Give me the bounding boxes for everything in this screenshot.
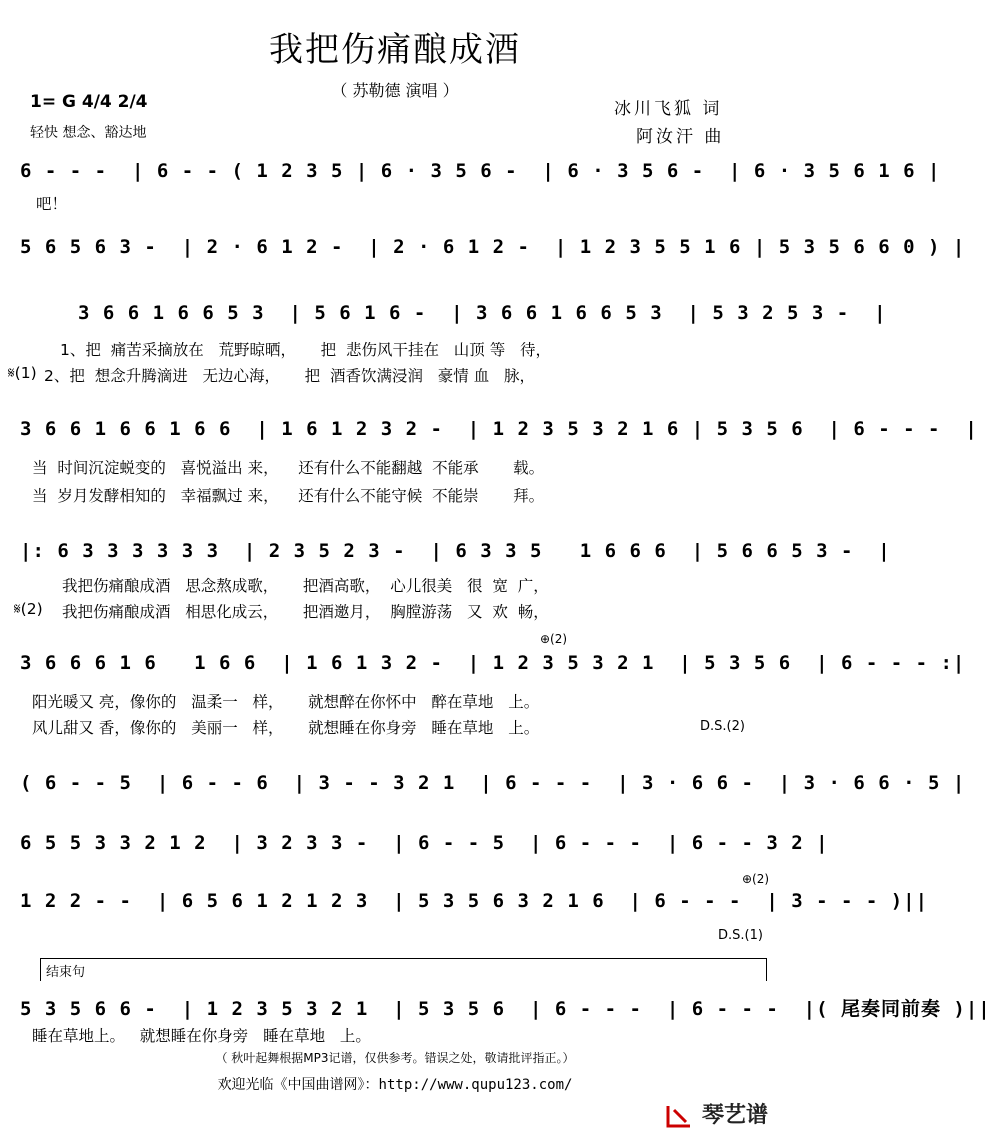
welcome-link: 欢迎光临《中国曲谱网》：http://www.qupu123.com/	[217, 1077, 573, 1093]
lyric-line: 我把伤痛酿成酒 相思化成云， 把酒邀月， 胸膛游荡 又 欢 畅，	[62, 603, 549, 621]
coda-mark: ⊕(2)	[742, 872, 770, 886]
lyric-line: 吧！	[36, 195, 68, 213]
page-title: 我把伤痛酿成酒	[269, 30, 521, 70]
lyric-line: 2、把 想念升腾滴进 无边心海， 把 酒香饮满浸润 豪情 血 脉，	[44, 367, 535, 385]
ending-bracket	[40, 958, 767, 981]
segno-mark: 𝄋(2)	[14, 600, 43, 618]
key-signature: 1= G 4/4 2/4	[30, 92, 148, 112]
score-row-4: 3 6 6 1 6 6 1 6 6 | 1 6 1 2 3 2 - | 1 2 3 5 3 2 1 6 | 5 3 5 6 | 6 - - - |	[20, 418, 978, 440]
score-row-8: 6 5 5 3 3 2 1 2 | 3 2 3 3 - | 6 - - 5 | 6 - - - | 6 - - 3 2 |	[20, 832, 829, 854]
score-row-10: 5 3 5 6 6 - | 1 2 3 5 3 2 1 | 5 3 5 6 | 6 - - - | 6 - - - |( 尾奏同前奏 )||	[20, 998, 991, 1020]
ds-1-mark: D.S.(1)	[718, 928, 763, 943]
score-row-2: 5 6 5 6 3 - | 2 · 6 1 2 - | 2 · 6 1 2 - | 1 2 3 5 5 1 6 | 5 3 5 6 6 0 ) |	[20, 236, 966, 258]
lyric-line: 风儿甜又 香，像你的 美丽一 样， 就想睡在你身旁 睡在草地 上。	[32, 719, 540, 737]
ds-2-mark: D.S.(2)	[700, 719, 745, 734]
lyric-line: 我把伤痛酿成酒 思念熬成歌， 把酒高歌， 心儿很美 很 宽 广，	[62, 577, 549, 595]
logo-icon	[664, 1102, 694, 1130]
singer-credit: （ 苏勒德 演唱 ）	[331, 81, 459, 100]
lyric-line: 1、把 痛苦采摘放在 荒野晾晒， 把 悲伤风干挂在 山顶 等 待，	[60, 341, 551, 359]
tempo-marking: 轻快 想念、豁达地	[30, 125, 147, 141]
transcriber-note: （ 秋叶起舞根据MP3记谱，仅供参考。错误之处，敬请批评指正。）	[215, 1051, 575, 1065]
lyric-line: 阳光暖又 亮，像你的 温柔一 样， 就想醉在你怀中 醉在草地 上。	[32, 693, 540, 711]
composer-credit: 阿汝汗 曲	[636, 127, 725, 147]
score-row-9: 1 2 2 - - | 6 5 6 1 2 1 2 3 | 5 3 5 6 3 2 1 6 | 6 - - - | 3 - - - )||	[20, 890, 929, 912]
score-row-6: 3 6 6 6 1 6 1 6 6 | 1 6 1 3 2 - | 1 2 3 5 3 2 1 | 5 3 5 6 | 6 - - - :|	[20, 652, 966, 674]
score-row-3: 3 6 6 1 6 6 5 3 | 5 6 1 6 - | 3 6 6 1 6 6 5 3 | 5 3 2 5 3 - |	[78, 302, 887, 324]
lyric-line: 当 时间沉淀蜕变的 喜悦溢出 来， 还有什么不能翻越 不能承 载。	[32, 459, 545, 477]
segno-mark: 𝄋(1)	[8, 364, 37, 382]
score-row-5: |: 6 3 3 3 3 3 3 | 2 3 5 2 3 - | 6 3 3 5 1 6 6 6 | 5 6 6 5 3 - |	[20, 540, 891, 562]
coda-mark: ⊕(2)	[540, 632, 568, 646]
lyric-line: 当 岁月发酵相知的 幸福飘过 来， 还有什么不能守候 不能崇 拜。	[32, 487, 545, 505]
site-logo	[664, 1098, 768, 1130]
score-row-7: ( 6 - - 5 | 6 - - 6 | 3 - - 3 2 1 | 6 - - - | 3 · 6 6 - | 3 · 6 6 · 5 |	[20, 772, 966, 794]
score-row-1: 6 - - - | 6 - - ( 1 2 3 5 | 6 · 3 5 6 - | 6 · 3 5 6 - | 6 · 3 5 6 1 6 |	[20, 160, 941, 182]
lyricist-credit: 冰川飞狐 词	[614, 99, 723, 119]
lyric-line: 睡在草地上。 就想睡在你身旁 睡在草地 上。	[32, 1027, 371, 1045]
logo-text: 琴艺谱	[701, 1103, 768, 1128]
ending-label: 结束句	[46, 965, 86, 980]
